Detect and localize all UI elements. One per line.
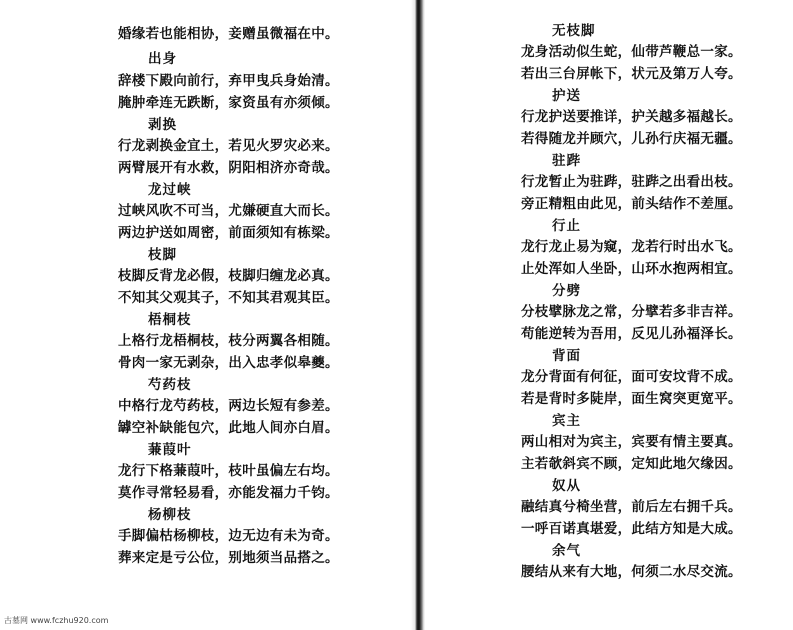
verse-line: 主若欹斜宾不顾，定知此地欠缘因。 bbox=[521, 456, 742, 472]
section-heading: 宾主 bbox=[552, 413, 581, 429]
verse-line: 腰结从来有大地，何须二水尽交流。 bbox=[521, 564, 742, 580]
section-heading: 蒹葭叶 bbox=[148, 442, 192, 458]
section-heading: 护送 bbox=[552, 88, 581, 104]
book-spine bbox=[411, 0, 425, 630]
section-heading: 背面 bbox=[552, 348, 581, 364]
section-heading: 芍药枝 bbox=[148, 377, 192, 393]
section-heading: 出身 bbox=[148, 51, 177, 67]
verse-line: 止处浑如人坐卧，山环水抱两相宜。 bbox=[521, 261, 742, 277]
verse-line: 旁正精粗由此见，前头结作不差厘。 bbox=[521, 196, 742, 212]
site-watermark: 古墓网 www.fczhu920.com bbox=[4, 616, 109, 625]
verse-line: 葬来定是亏公位，别地须当品搭之。 bbox=[118, 550, 339, 566]
verse-line: 骨肉一家无剥杂，出入忠孝似皋夔。 bbox=[118, 355, 339, 371]
verse-line: 行龙剥换金宜土，若见火罗灾必来。 bbox=[118, 138, 339, 154]
verse-line: 龙身活动似生蛇，仙带芦鞭总一家。 bbox=[521, 44, 742, 60]
section-heading: 行止 bbox=[552, 218, 581, 234]
verse-line: 过峡风吹不可当，尤嫌硬直大而长。 bbox=[118, 203, 339, 219]
verse-line: 腌肿牵连无跌断，家资虽有亦须倾。 bbox=[118, 95, 339, 111]
verse-line: 融结真兮椅坐营，前后左右拥千兵。 bbox=[521, 499, 742, 515]
verse-line: 辞楼下殿向前行，弃甲曳兵身始清。 bbox=[118, 73, 339, 89]
verse-line: 分枝擘脉龙之常，分擘若多非吉祥。 bbox=[521, 304, 742, 320]
section-heading: 梧桐枝 bbox=[148, 312, 192, 328]
verse-line: 行龙护送要推详，护关越多福越长。 bbox=[521, 109, 742, 125]
verse-line: 行龙暂止为驻跸，驻跸之出看出枝。 bbox=[521, 174, 742, 190]
section-heading: 龙过峡 bbox=[148, 182, 192, 198]
section-heading: 无枝脚 bbox=[552, 23, 596, 39]
section-heading: 驻跸 bbox=[552, 153, 581, 169]
verse-line: 若是背时多陡岸，面生窝突更宽平。 bbox=[521, 391, 742, 407]
section-heading: 奴从 bbox=[552, 478, 581, 494]
verse-line: 龙行下格蒹葭叶，枝叶虽偏左右均。 bbox=[118, 463, 339, 479]
verse-line: 龙行龙止易为窥，龙若行时出水飞。 bbox=[521, 239, 742, 255]
verse-line: 中格行龙芍药枝，两边长短有参差。 bbox=[118, 398, 339, 414]
verse-line: 罅空补缺能包穴，此地人间亦白眉。 bbox=[118, 420, 339, 436]
right-page bbox=[425, 0, 793, 630]
verse-line: 若得随龙并顾穴，儿孙行庆福无疆。 bbox=[521, 131, 742, 147]
section-heading: 分劈 bbox=[552, 283, 581, 299]
verse-line: 两边护送如周密，前面须知有栋梁。 bbox=[118, 225, 339, 241]
verse-line: 两山相对为宾主，宾要有情主要真。 bbox=[521, 434, 742, 450]
section-heading: 杨柳枝 bbox=[148, 507, 192, 523]
verse-line: 婚缘若也能相协，妾赠虽微福在中。 bbox=[118, 26, 339, 42]
verse-line: 枝脚反背龙必假，枝脚归缠龙必真。 bbox=[118, 268, 339, 284]
verse-line: 苟能逆转为吾用，反见儿孙福泽长。 bbox=[521, 326, 742, 342]
verse-line: 一呼百诺真堪爱，此结方知是大成。 bbox=[521, 521, 742, 537]
verse-line: 上格行龙梧桐枝，枝分两翼各相随。 bbox=[118, 333, 339, 349]
verse-line: 两臂展开有水救，阴阳相济亦奇哉。 bbox=[118, 160, 339, 176]
verse-line: 手脚偏枯杨柳枝，边无边有未为奇。 bbox=[118, 528, 339, 544]
verse-line: 莫作寻常轻易看，亦能发福力千钧。 bbox=[118, 485, 339, 501]
section-heading: 枝脚 bbox=[148, 247, 177, 263]
verse-line: 不知其父观其子，不知其君观其臣。 bbox=[118, 290, 339, 306]
section-heading: 剥换 bbox=[148, 117, 177, 133]
section-heading: 余气 bbox=[552, 543, 581, 559]
verse-line: 龙分背面有何征，面可安坟背不成。 bbox=[521, 369, 742, 385]
verse-line: 若出三台屏帐下，状元及第万人夸。 bbox=[521, 66, 742, 82]
